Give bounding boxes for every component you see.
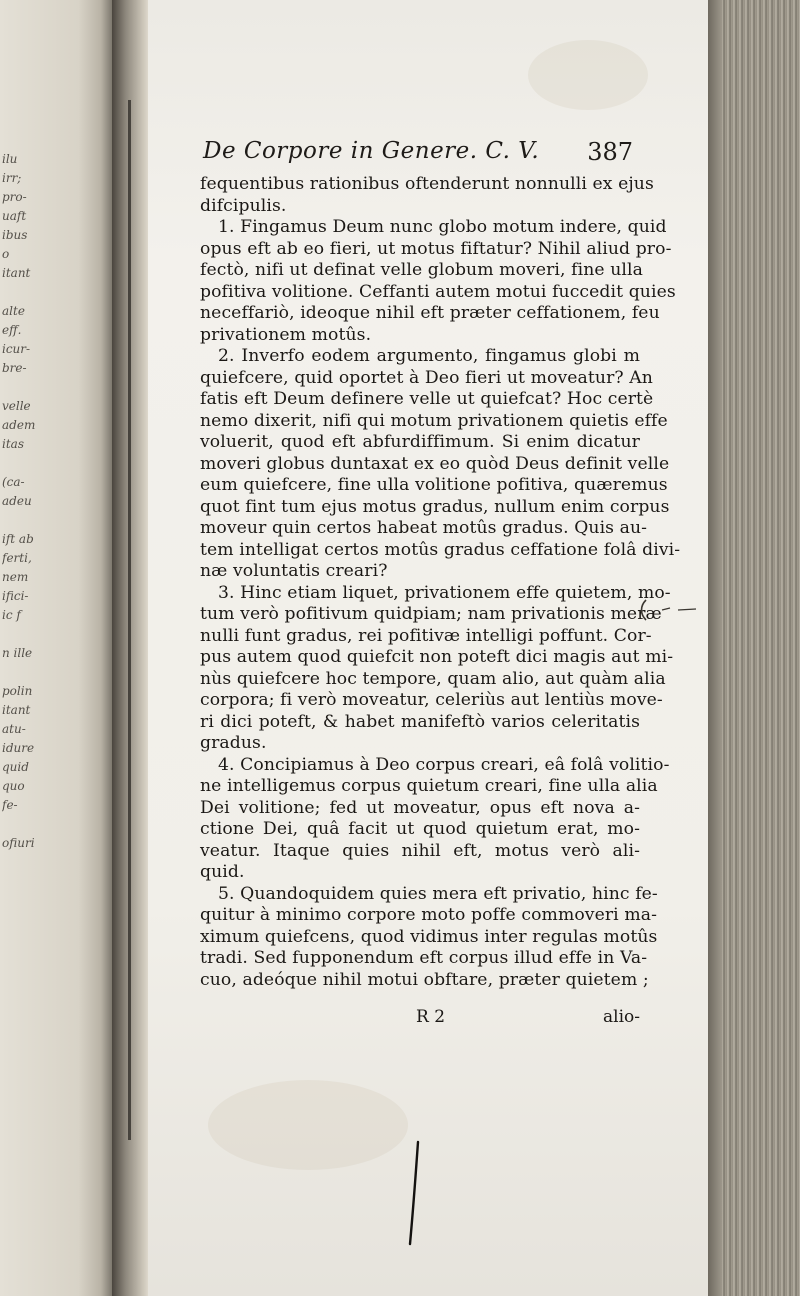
text-line: quiefcere, quid oportet à Deo fieri ut moveatur? An <box>200 367 653 388</box>
left-page-fragment: ibus <box>2 228 28 242</box>
left-page-fragment: idure <box>2 741 35 755</box>
gutter-shadow-line <box>128 100 131 1140</box>
text-line: nùs quiefcere hoc tempore, quam alio, aut quàm alia <box>200 668 666 689</box>
left-page-fragment <box>2 283 62 302</box>
text-line: tum verò pofitivum quidpiam; nam privationis meræ <box>200 604 662 624</box>
text-line: 2. Inverfo eodem argumento, fingamus globi m <box>218 346 640 366</box>
left-page-fragment <box>2 511 62 530</box>
text-line: privationem motûs. <box>200 324 372 345</box>
text-line: 5. Quandoquidem quies mera eft privatio, hinc fe- <box>218 883 658 904</box>
text-line: nulli funt gradus, rei pofitivæ intelligi poffunt. Cor- <box>200 625 652 646</box>
running-header <box>203 138 633 172</box>
left-page-fragment: velle <box>2 399 31 413</box>
text-line: veatur. Itaque quies nihil eft, motus verò ali- <box>200 840 640 861</box>
left-page-fragment: ift ab <box>2 532 34 546</box>
text-line: fectò, nifi ut definat velle globum moveri, fine ulla <box>200 260 643 280</box>
left-page-fragment: itant <box>2 703 31 717</box>
text-line: fatis eft Deum definere velle ut quiefcat? Hoc certè <box>200 389 654 409</box>
left-page-fragment <box>2 625 62 644</box>
left-page-fragment: ofiuri <box>2 836 35 850</box>
body-text <box>200 174 681 991</box>
left-page-fragment: nem <box>2 570 29 584</box>
text-line: quot fint tum ejus motus gradus, nullum enim corpus <box>200 496 670 517</box>
left-facing-page <box>0 0 112 1296</box>
text-line: moveri globus duntaxat ex eo quòd Deus definit velle <box>200 453 670 474</box>
left-page-fragment <box>2 815 62 834</box>
text-line: næ voluntatis creari? <box>200 561 388 581</box>
stray-ink-stroke <box>400 1140 430 1250</box>
left-page-fragment: adem <box>2 418 36 432</box>
paper-stain <box>528 40 648 110</box>
catchword: alio- <box>603 1007 640 1027</box>
text-line: 1. Fingamus Deum nunc globo motum indere, quid <box>218 217 667 237</box>
page-number: 387 <box>587 138 633 166</box>
signature-mark: R 2 <box>416 1007 446 1027</box>
left-page-fragment: adeu <box>2 494 32 508</box>
left-page-fragment <box>2 378 62 397</box>
text-line: gradus. <box>200 733 267 753</box>
left-page-fragment: ic f <box>2 608 21 622</box>
text-line: tradi. Sed fupponendum eft corpus illud effe in Va- <box>200 948 648 968</box>
left-page-fragment: ilu <box>2 152 18 166</box>
text-line: opus eft ab eo fieri, ut motus fiftatur? Nihil aliud pro- <box>200 238 672 259</box>
margin-pencil-mark <box>640 598 700 622</box>
left-page-fragment: bre- <box>2 361 27 375</box>
left-page-fragment: alte <box>2 304 25 318</box>
text-line: 3. Hinc etiam liquet, privationem effe quietem, mo- <box>218 582 671 603</box>
left-page-fragment: irr; <box>2 171 22 185</box>
book-gutter <box>112 0 152 1296</box>
left-page-fragment: ferti, <box>2 551 32 565</box>
left-page-fragment: ifici- <box>2 589 29 603</box>
text-line: pus autem quod quiefcit non poteft dici magis aut mi- <box>200 647 674 667</box>
paper-stain <box>208 1080 408 1170</box>
left-page-fragment: icur- <box>2 342 31 356</box>
text-line: Dei volitione; fed ut moveatur, opus eft nova a- <box>200 797 640 818</box>
page-footer <box>200 1007 640 1029</box>
text-line: tem intelligat certos motûs gradus ceffatione folâ divi- <box>200 539 681 560</box>
left-page-text-fragments <box>2 150 62 853</box>
left-page-fragment <box>2 454 62 473</box>
left-page-fragment: uaft <box>2 209 27 223</box>
text-line: voluerit, quod eft abfurdiffimum. Si enim dicatur <box>200 432 640 452</box>
left-page-fragment: n ille <box>2 646 33 660</box>
text-line: eum quiefcere, fine ulla volitione pofitiva, quæremus <box>200 475 668 495</box>
left-page-fragment: eff. <box>2 323 22 337</box>
text-line: neceffariò, ideoque nihil eft præter ceffationem, feu <box>200 303 660 323</box>
text-line: ri dici poteft, & habet manifeftò varios celeritatis <box>200 711 640 732</box>
text-line: 4. Concipiamus à Deo corpus creari, eâ folâ volitio- <box>218 754 670 775</box>
text-line: pofitiva volitione. Ceffanti autem motui fuccedit quies <box>200 281 676 302</box>
text-line: fequentibus rationibus oftenderunt nonnulli ex ejus <box>200 174 654 194</box>
left-page-fragment: itant <box>2 266 31 280</box>
left-page-fragment <box>2 663 62 682</box>
left-page-fragment: quid <box>2 760 29 774</box>
text-line: corpora; fi verò moveatur, celeriùs aut lentiùs move- <box>200 690 663 710</box>
left-page-fragment: polin <box>2 684 33 698</box>
left-page-fragment: quo <box>2 779 25 793</box>
text-line: moveur quin certos habeat motûs gradus. Quis au- <box>200 518 648 538</box>
left-page-fragment: atu- <box>2 722 26 736</box>
left-page-fragment: (ca- <box>2 475 25 489</box>
right-page-edge-shadow <box>708 0 722 1296</box>
running-title: De Corpore in Genere. C. V. <box>203 138 540 164</box>
left-page-fragment: fe- <box>2 798 18 812</box>
text-line: cuo, adeóque nihil motui obftare, præter quietem ; <box>200 969 649 990</box>
left-page-fragment: itas <box>2 437 24 451</box>
text-line: nemo dixerit, nifi qui motum privationem quietis effe <box>200 410 668 431</box>
text-line: difcipulis. <box>200 195 287 216</box>
text-line: ne intelligemus corpus quietum creari, fine ulla alia <box>200 776 658 796</box>
text-line: ctione Dei, quâ facit ut quod quietum erat, mo- <box>200 819 640 839</box>
text-line: ximum quiefcens, quod vidimus inter regulas motûs <box>200 926 658 947</box>
left-page-fragment: o <box>2 247 10 261</box>
text-line: quid. <box>200 862 245 882</box>
left-page-fragment: pro- <box>2 190 27 204</box>
text-line: quitur à minimo corpore moto poffe commoveri ma- <box>200 905 657 925</box>
